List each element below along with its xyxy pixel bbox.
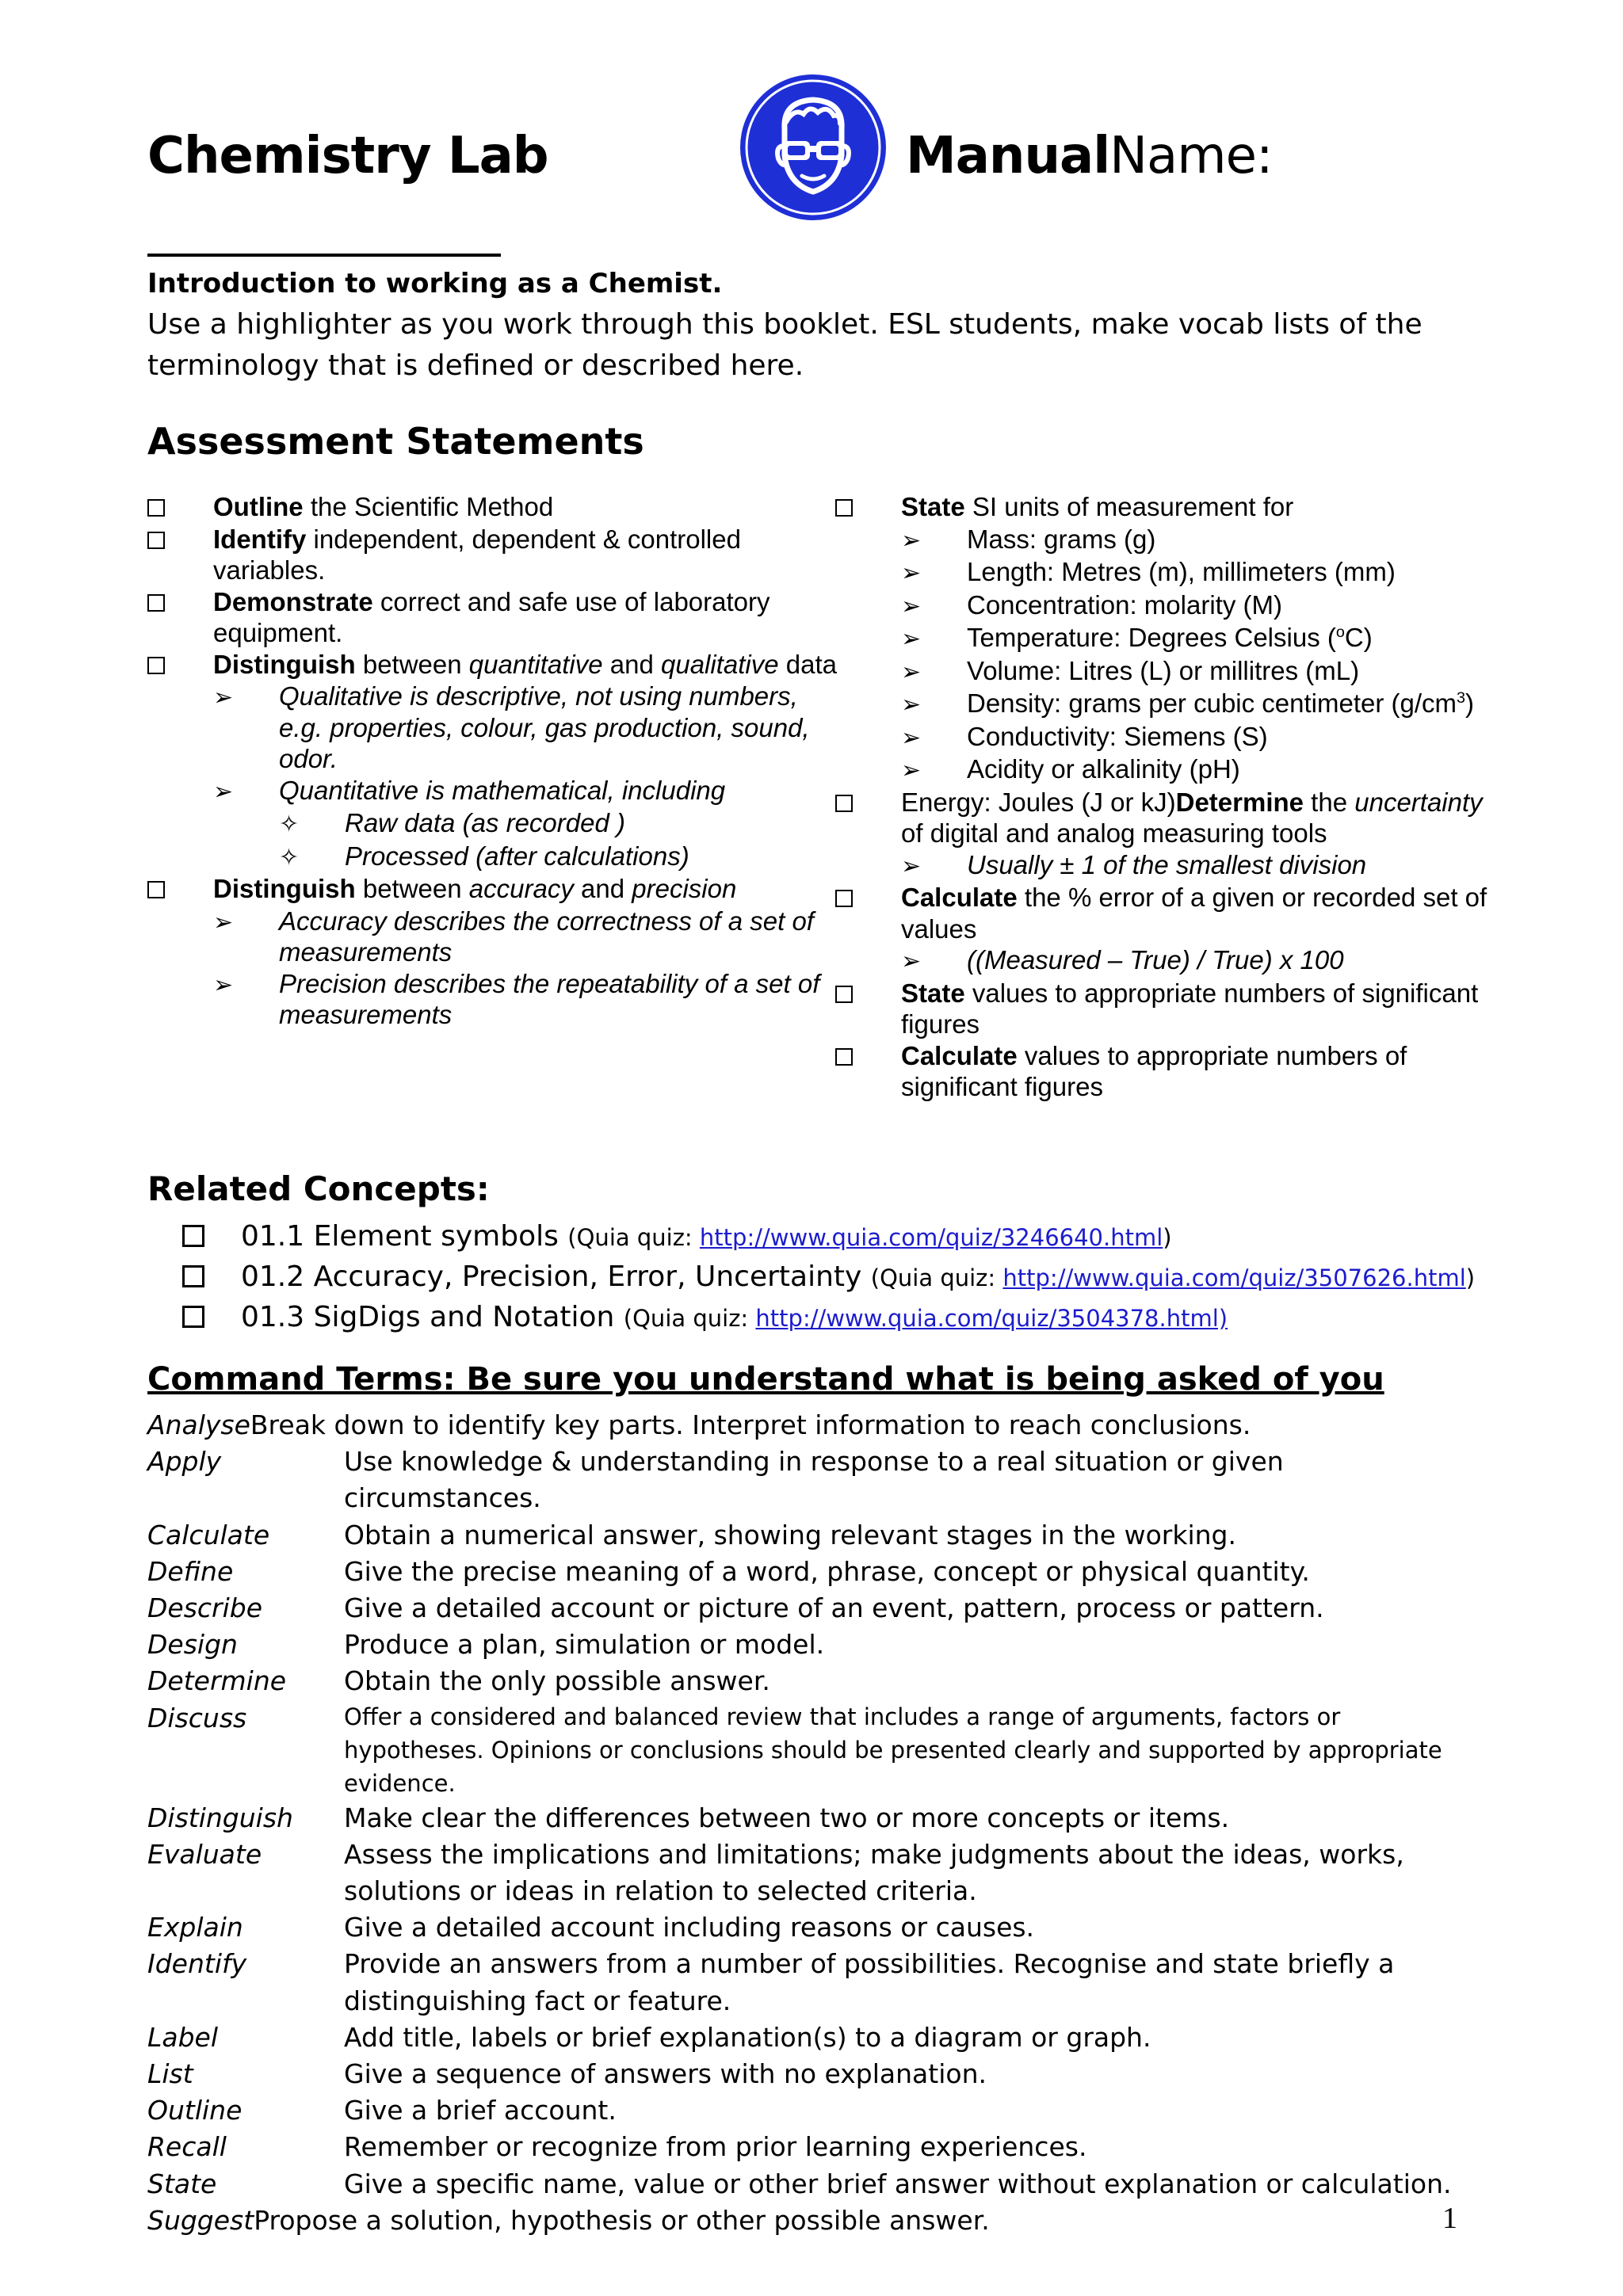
item-text: Calculate the % error of a given or recorded set of values <box>901 883 1487 944</box>
item-text: Calculate values to appropriate numbers of significant figures <box>901 1040 1407 1101</box>
command-term-definition: Give a sequence of answers with no explanation. <box>344 2058 987 2090</box>
assessment-left-column <box>147 491 837 1031</box>
command-term: State <box>147 2168 217 2199</box>
command-term-definition: Offer a considered and balanced review that includes a range of arguments, factors or hypotheses. Opinions or conclusions should be presented clearly and supported by appropriate evidence. <box>344 1703 1442 1797</box>
arrow-bullet-icon: ➢ <box>213 685 234 711</box>
checkbox-icon[interactable] <box>147 881 165 898</box>
command-term: Identify <box>147 1948 247 1980</box>
command-term-row <box>147 1627 1479 1663</box>
command-term-definition: Remember or recognize from prior learning experiences. <box>344 2131 1087 2163</box>
assessment-right-item <box>835 753 1501 787</box>
checkbox-icon[interactable] <box>147 657 165 674</box>
command-term-row <box>147 1663 1479 1699</box>
assessment-right-item <box>835 787 1501 849</box>
name-label: Name: <box>1109 127 1273 185</box>
related-label: 01.1 Element symbols <box>241 1220 568 1253</box>
arrow-bullet-icon: ➢ <box>901 948 922 974</box>
item-text: Mass: grams (g) <box>967 524 1156 554</box>
related-item <box>182 1298 1593 1338</box>
command-term-row <box>147 1800 1479 1836</box>
quiz-link[interactable]: http://www.quia.com/quiz/3246640.html <box>699 1224 1163 1251</box>
arrow-bullet-icon: ➢ <box>901 692 922 718</box>
quiz-link[interactable]: http://www.quia.com/quiz/3507626.html <box>1002 1264 1466 1291</box>
assessment-right-item <box>835 882 1501 944</box>
related-item <box>182 1217 1593 1257</box>
quiz-link[interactable]: http://www.quia.com/quiz/3504378.html) <box>755 1305 1228 1332</box>
assessment-right-column <box>835 491 1501 1103</box>
item-text: Volume: Litres (L) or millitres (mL) <box>967 655 1360 685</box>
assessment-right-item <box>835 622 1501 655</box>
arrow-bullet-icon: ➢ <box>213 778 234 805</box>
item-text: Distinguish between quantitative and qualitative data <box>213 649 837 679</box>
command-term-definition: Propose a solution, hypothesis or other possible answer. <box>254 2204 990 2236</box>
related-heading: Related Concepts: <box>147 1169 490 1208</box>
quiz-reference: (Quia quiz: http://www.quia.com/quiz/3507626.html) <box>870 1264 1476 1291</box>
assessment-right-item <box>835 491 1501 524</box>
assessment-right-item <box>835 721 1501 754</box>
arrow-bullet-icon: ➢ <box>901 658 922 685</box>
command-term-definition: Obtain a numerical answer, showing relevant stages in the working. <box>344 1519 1236 1550</box>
related-label: 01.3 SigDigs and Notation <box>241 1301 624 1333</box>
command-term-row <box>147 1909 1479 1946</box>
item-text: Processed (after calculations) <box>345 841 689 871</box>
page-number: 1 <box>1442 2202 1457 2235</box>
command-term: Design <box>147 1629 238 1661</box>
item-text: Energy: Joules (J or kJ)Determine the uncertainty of digital and analog measuring tools <box>901 787 1483 848</box>
assessment-right-item <box>835 688 1501 721</box>
arrow-bullet-icon: ➢ <box>901 593 922 620</box>
assessment-right-item <box>835 849 1501 883</box>
related-item <box>182 1257 1593 1298</box>
command-term-row <box>147 1517 1479 1554</box>
assessment-left-item <box>147 681 837 775</box>
command-term-row <box>147 1444 1479 1516</box>
command-term-row <box>147 1946 1479 2019</box>
item-text: Concentration: molarity (M) <box>967 589 1282 620</box>
assessment-right-item <box>835 524 1501 557</box>
assessment-left-item <box>147 524 837 586</box>
item-text: Precision describes the repeatability of a set of measurements <box>279 968 820 1029</box>
command-term-definition: Provide an answers from a number of possibilities. Recognise and state briefly a distinguishing fact or feature. <box>344 1948 1395 2016</box>
name-blank-line[interactable] <box>147 254 501 257</box>
assessment-left-item <box>147 586 837 649</box>
intro-text: Use a highlighter as you work through this booklet. ESL students, make vocab lists of the terminology that is defined or described here. <box>147 308 1423 382</box>
assessment-right-item <box>835 589 1501 623</box>
command-term-row <box>147 2129 1479 2165</box>
arrow-bullet-icon: ➢ <box>901 757 922 784</box>
quiz-reference: (Quia quiz: http://www.quia.com/quiz/3504378.html) <box>623 1305 1228 1332</box>
assessment-left-item <box>147 968 837 1031</box>
command-term-row <box>147 2203 1479 2239</box>
command-term: Explain <box>147 1912 243 1943</box>
item-text: Length: Metres (m), millimeters (mm) <box>967 557 1396 586</box>
checkbox-icon[interactable] <box>835 890 853 907</box>
item-text: Accuracy describes the correctness of a set of measurements <box>279 906 814 967</box>
star-bullet-icon: ✧ <box>279 811 300 837</box>
checkbox-icon[interactable] <box>835 986 853 1003</box>
checkbox-icon[interactable] <box>835 1048 853 1066</box>
command-term-row <box>147 2092 1479 2129</box>
command-term-definition: Give a detailed account including reasons or causes. <box>344 1912 1035 1943</box>
command-term: Calculate <box>147 1519 270 1550</box>
checkbox-icon[interactable] <box>835 795 853 812</box>
command-term-row <box>147 2056 1479 2092</box>
item-text: Temperature: Degrees Celsius ($^o$C) <box>967 623 1373 652</box>
assessment-left-item <box>147 807 837 841</box>
command-term-definition: Add title, labels or brief explanation(s) to a diagram or graph. <box>344 2021 1151 2053</box>
arrow-bullet-icon: ➢ <box>901 560 922 586</box>
item-text: State SI units of measurement for <box>901 492 1294 521</box>
command-term-definition: Break down to identify key parts. Interpret information to reach conclusions. <box>250 1409 1251 1440</box>
assessment-right-item <box>835 978 1501 1040</box>
command-term: Recall <box>147 2131 227 2163</box>
arrow-bullet-icon: ➢ <box>213 909 234 936</box>
command-term-definition: Give a detailed account or picture of an event, pattern, process or pattern. <box>344 1592 1324 1624</box>
command-term: Apply <box>147 1446 222 1478</box>
assessment-left-item <box>147 649 837 681</box>
command-term: Evaluate <box>147 1838 262 1870</box>
command-term-row <box>147 1700 1479 1800</box>
checkbox-icon[interactable] <box>182 1225 204 1247</box>
command-term-definition: Produce a plan, simulation or model. <box>344 1629 825 1661</box>
item-text: Density: grams per cubic centimeter $(g/cm^3)$ <box>967 688 1475 718</box>
checkbox-icon[interactable] <box>182 1265 204 1287</box>
command-term: Outline <box>147 2095 242 2126</box>
item-text: State values to appropriate numbers of significant figures <box>901 978 1479 1039</box>
checkbox-icon[interactable] <box>182 1306 204 1328</box>
command-terms-list <box>147 1407 1479 2239</box>
item-text: Outline the Scientific Method <box>213 492 554 521</box>
checkbox-icon[interactable] <box>147 594 165 612</box>
arrow-bullet-icon: ➢ <box>901 852 922 879</box>
command-term-row <box>147 1590 1479 1627</box>
command-term: Discuss <box>147 1702 247 1733</box>
title-right <box>906 127 1273 185</box>
assessment-left-item <box>147 906 837 968</box>
assessment-heading: Assessment Statements <box>147 420 644 463</box>
command-terms-heading: Command Terms: Be sure you understand what is being asked of you <box>147 1361 1384 1398</box>
command-term-definition: Make clear the differences between two or more concepts or items. <box>344 1802 1230 1833</box>
command-term-definition: Give a brief account. <box>344 2095 617 2126</box>
checkbox-icon[interactable] <box>835 499 853 517</box>
assessment-right-item <box>835 556 1501 589</box>
command-term: Analyse <box>147 1409 250 1440</box>
item-text: Conductivity: Siemens (S) <box>967 721 1268 751</box>
arrow-bullet-icon: ➢ <box>901 527 922 554</box>
command-term-row <box>147 2019 1479 2056</box>
command-term-definition: Give the precise meaning of a word, phrase, concept or physical quantity. <box>344 1555 1310 1587</box>
assessment-right-item <box>835 944 1501 978</box>
arrow-bullet-icon: ➢ <box>213 971 234 998</box>
command-term-row <box>147 1554 1479 1590</box>
item-text: Demonstrate correct and safe use of laboratory equipment. <box>213 586 770 647</box>
checkbox-icon[interactable] <box>147 532 165 549</box>
assessment-right-item <box>835 655 1501 688</box>
arrow-bullet-icon: ➢ <box>901 626 922 652</box>
command-term-definition: Obtain the only possible answer. <box>344 1665 770 1697</box>
command-term: Suggest <box>147 2204 254 2236</box>
item-text: Raw data (as recorded ) <box>345 808 625 837</box>
title-left: Chemistry Lab <box>147 127 548 185</box>
command-term: Define <box>147 1555 234 1587</box>
command-term-row <box>147 2166 1479 2203</box>
item-text: Quantitative is mathematical, including <box>279 775 726 805</box>
arrow-bullet-icon: ➢ <box>901 724 922 751</box>
command-term-definition: Assess the implications and limitations; make judgments about the ideas, works, solutions or ideas in relation to selected criteria. <box>344 1838 1404 1907</box>
related-concepts-list <box>182 1217 1593 1338</box>
item-text: Distinguish between accuracy and precision <box>213 874 737 903</box>
command-term-row <box>147 1407 1479 1444</box>
title-manual: Manual <box>906 127 1110 185</box>
item-text: Usually ± 1 of the smallest division <box>967 849 1367 879</box>
quiz-reference: (Quia quiz: http://www.quia.com/quiz/3246640.html) <box>567 1224 1172 1251</box>
command-term-definition: Use knowledge & understanding in response to a real situation or given circumstances. <box>344 1446 1284 1514</box>
checkbox-icon[interactable] <box>147 499 165 517</box>
item-text: ((Measured – True) / True) x 100 <box>967 945 1344 974</box>
safety-goggles-icon <box>739 73 888 222</box>
item-text: Qualitative is descriptive, not using numbers, e.g. properties, colour, gas production, sound, odor. <box>279 681 810 773</box>
command-term: List <box>147 2058 193 2090</box>
assessment-left-item <box>147 841 837 874</box>
command-term-definition: Give a specific name, value or other brief answer without explanation or calculation. <box>344 2168 1452 2199</box>
assessment-left-item <box>147 491 837 524</box>
command-term: Label <box>147 2021 219 2053</box>
star-bullet-icon: ✧ <box>279 844 300 871</box>
command-term: Describe <box>147 1592 263 1624</box>
intro-heading: Introduction to working as a Chemist. <box>147 268 723 299</box>
intro-section <box>147 263 1574 387</box>
command-term: Distinguish <box>147 1802 293 1833</box>
command-term-row <box>147 1836 1479 1909</box>
item-text: Identify independent, dependent & controlled variables. <box>213 524 741 585</box>
assessment-left-item <box>147 775 837 808</box>
assessment-left-item <box>147 873 837 906</box>
command-term: Determine <box>147 1665 287 1697</box>
assessment-right-item <box>835 1040 1501 1103</box>
item-text: Acidity or alkalinity (pH) <box>967 754 1240 784</box>
related-label: 01.2 Accuracy, Precision, Error, Uncertainty <box>241 1261 871 1293</box>
